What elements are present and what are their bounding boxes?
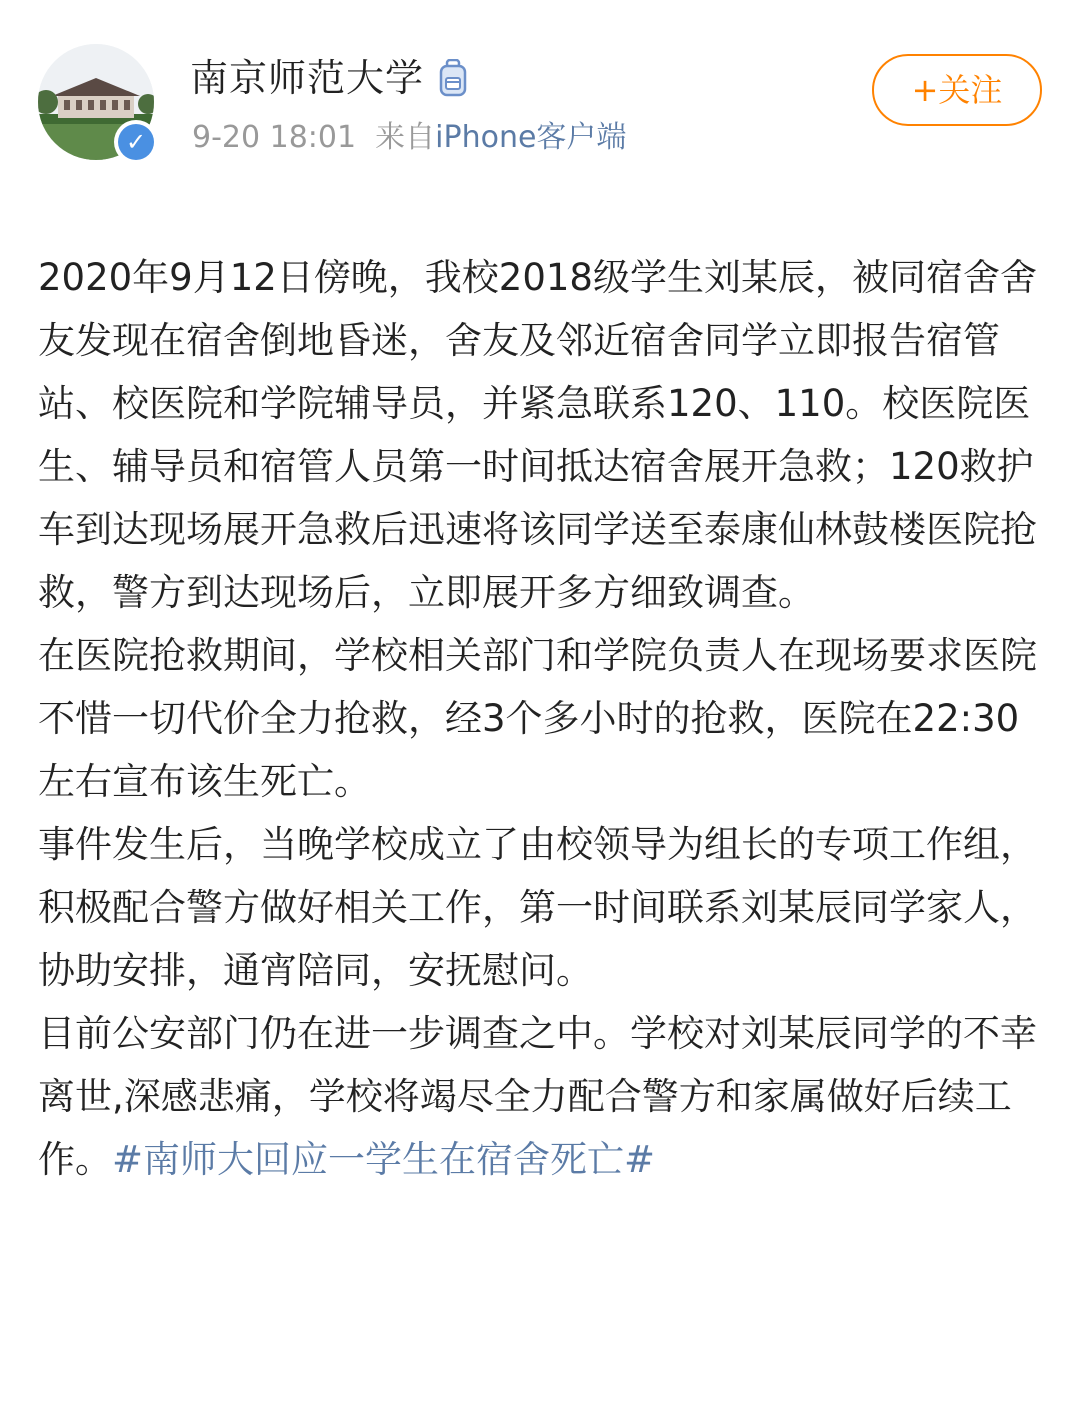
author-name-row (190, 52, 468, 104)
post-source-prefix: 来自 (375, 120, 436, 155)
post-paragraph-final (38, 1002, 1048, 1191)
verified-badge-icon (114, 120, 158, 164)
post-content (38, 246, 1048, 1191)
backpack-icon (438, 59, 468, 97)
post-paragraph-text: 目前公安部门仍在进一步调查之中。学校对刘某辰同学的不幸离世,深感悲痛，学校将竭尽全力配合警方和家属做好后续工作。 (38, 1012, 1037, 1181)
author-name[interactable]: 南京师范大学 (190, 56, 425, 100)
post-paragraph: 事件发生后，当晚学校成立了由校领导为组长的专项工作组，积极配合警方做好相关工作，第一时间联系刘某辰同学家人，协助安排，通宵陪同，安抚慰问。 (38, 823, 1037, 992)
post-paragraph: 2020年9月12日傍晚，我校2018级学生刘某辰，被同宿舍舍友发现在宿舍倒地昏迷，舍友及邻近宿舍同学立即报告宿管站、校医院和学院辅导员，并紧急联系120、110。校医院医生、辅导员和宿管人员第一时间抵达宿舍展开急救；120救护车到达现场展开急救后迅速将该同学送至泰康仙林鼓楼医院抢救，警方到达现场后，立即展开多方细致调查。 (38, 256, 1037, 614)
post-paragraph: 在医院抢救期间，学校相关部门和学院负责人在现场要求医院不惜一切代价全力抢救，经3个多小时的抢救，医院在22:30左右宣布该生死亡。 (38, 634, 1037, 803)
hashtag-link[interactable]: #南师大回应一学生在宿舍死亡# (112, 1138, 656, 1181)
post-source-device[interactable]: iPhone客户端 (435, 120, 627, 155)
post-timestamp: 9-20 18:01 (192, 120, 357, 155)
check-icon: ✓ (118, 124, 154, 160)
post-header (0, 0, 1080, 200)
follow-button[interactable]: +关注 (872, 54, 1042, 126)
post-meta (192, 116, 626, 160)
